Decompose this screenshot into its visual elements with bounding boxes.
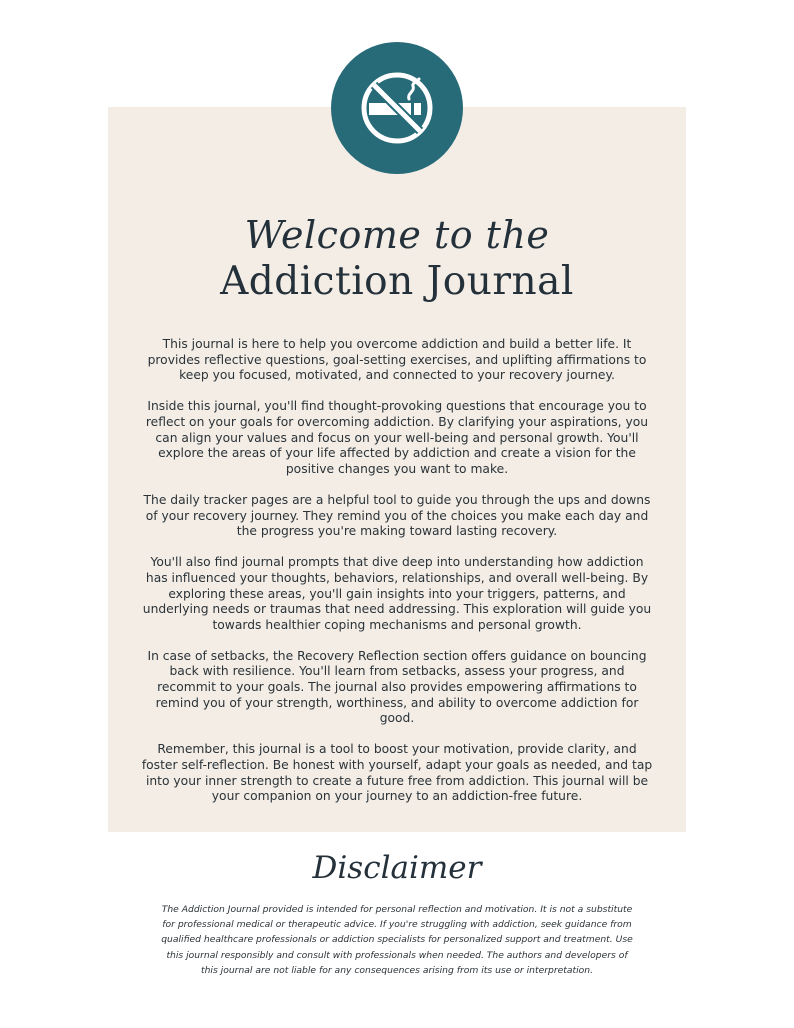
- disclaimer-text: The Addiction Journal provided is intended for personal reflection and motivation. It is not a substitute for professional medical or therapeutic advice. If you're struggling with addiction, seek guidance from qualified healthcare professionals or addiction specialists for personalized support and treatment. Use this journal responsibly and consult with professionals when needed. The authors and developers of this journal are not liable for any consequences arising from its use or interpretation.: [161, 904, 633, 976]
- title-line-2: Addiction Journal: [220, 259, 574, 304]
- paragraph-6: Remember, this journal is a tool to boost your motivation, provide clarity, and foster self-reflection. Be honest with yourself, adapt your goals as needed, and tap into your inner strength to create a future free from addiction. This journal will be your companion on your journey to an addiction-free future.: [141, 742, 653, 804]
- paragraph-1: This journal is here to help you overcome addiction and build a better life. It provides reflective questions, goal-setting exercises, and uplifting affirmations to keep you focused, motivated, and connected to your recovery journey.: [147, 337, 647, 383]
- no-smoking-icon: [357, 68, 437, 148]
- paragraph-2: Inside this journal, you'll find thought-provoking questions that encourage you to reflect on your goals for overcoming addiction. By clarifying your aspirations, you can align your values and focus on your well-being and personal growth. You'll explore the areas of your life affected by addiction and create a vision for the positive changes you want to make.: [145, 399, 649, 476]
- intro-text: [140, 337, 654, 820]
- page-title: [108, 210, 686, 304]
- disclaimer-heading: Disclaimer: [312, 850, 482, 886]
- title-line-1: Welcome to the: [244, 213, 550, 257]
- paragraph-5: In case of setbacks, the Recovery Reflection section offers guidance on bouncing back with resilience. You'll learn from setbacks, assess your progress, and recommit to your goals. The journal also provides empowering affirmations to remind you of your strength, worthiness, and ability to overcome addiction for good.: [147, 648, 647, 726]
- paragraph-4: You'll also find journal prompts that dive deep into understanding how addiction has influenced your thoughts, behaviors, relationships, and overall well-being. By exploring these areas, you'll gain insights into your triggers, patterns, and underlying needs or traumas that need addressing. This exploration will guide you towards healthier coping mechanisms and personal growth.: [142, 555, 652, 632]
- paragraph-3: The daily tracker pages are a helpful tool to guide you through the ups and downs of your recovery journey. They remind you of the choices you make each day and the progress you're making toward lasting recovery.: [143, 492, 651, 539]
- icon-badge: [331, 42, 463, 174]
